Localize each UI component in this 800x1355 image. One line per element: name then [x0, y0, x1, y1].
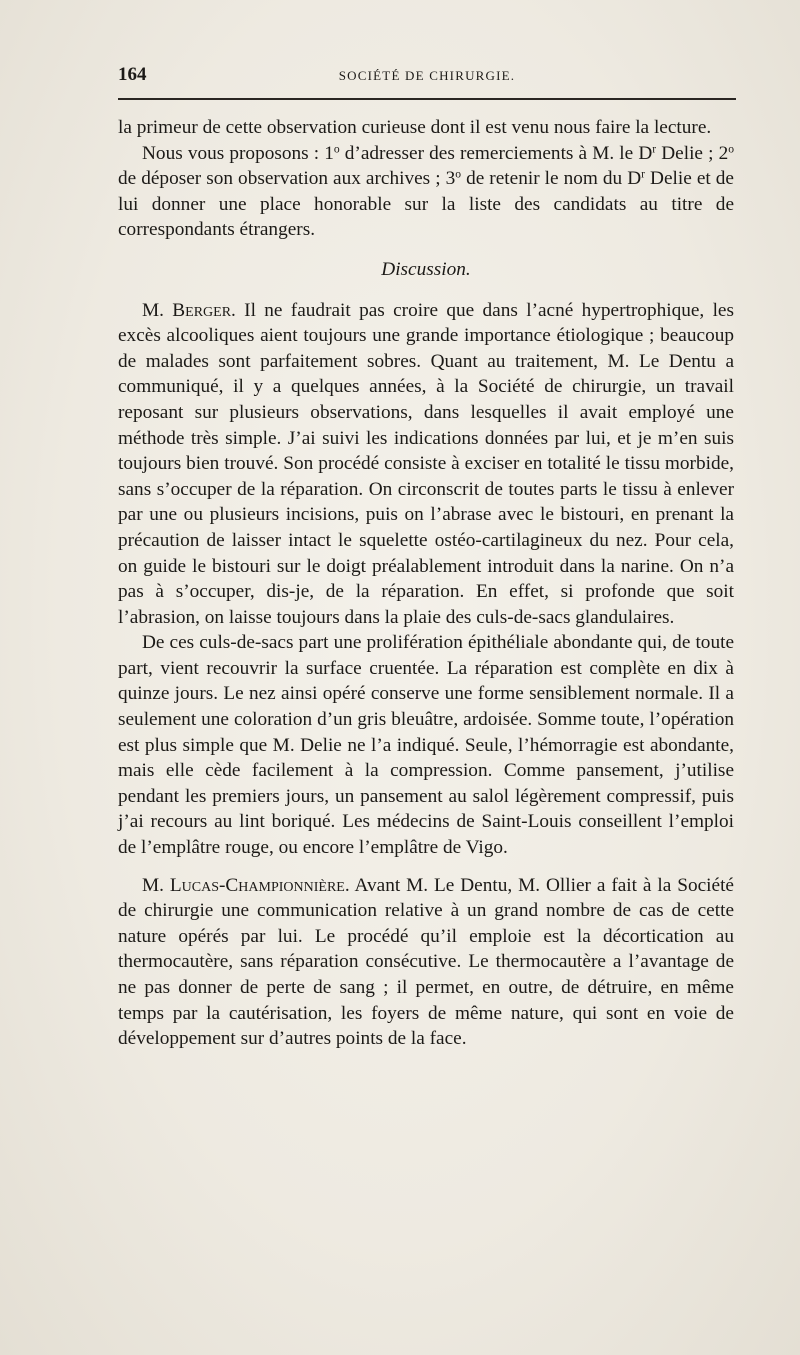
paragraph-berger — [118, 298, 734, 631]
page-number: 164 — [118, 64, 147, 85]
paragraph-lucas-championniere — [118, 873, 734, 1052]
header-rule — [118, 98, 736, 100]
paragraph-continuation: la primeur de cette observation curieuse dont il est venu nous faire la lecture. — [118, 117, 712, 138]
running-title: SOCIÉTÉ DE CHIRURGIE. — [338, 68, 516, 83]
paragraph-proposals — [118, 141, 734, 243]
page-body — [118, 115, 734, 1052]
superscript: r — [652, 142, 657, 156]
speaker-name: M. Berger. — [142, 299, 236, 321]
superscript: o — [728, 142, 735, 156]
page-header — [118, 64, 736, 88]
paragraph-proliferation: De ces culs-de-sacs part une prolifération épithéliale abondante qui, de toute part, vient recouvrir la surface cruentée. La réparation est complète en dix à quinze jours. Le nez ainsi opéré conserve une forme sensiblement normale. Il a seulement une coloration d’un gris bleuâtre, ardoisée. Somme toute, l’opération est plus simple que M. Delie ne l’a indiqué. Seule, l’hémorragie est abondante, mais elle cède facilement à la compression. Comme pansement, j’utilise pendant les premiers jours, un pansement au salol légèrement compressif, puis j’ai recours au lint boriqué. Les médecins de Saint-Louis conseillent l’emploi de l’emplâtre rouge, ou encore l’emplâtre de Vigo. — [118, 632, 734, 859]
text-run: Il ne faudrait pas croire que dans l’acné hypertrophique, les excès alcooliques aient toujours une grande importance étiologique ; beaucoup de malades sont parfaitement sobres. Quant au traitement, M. Le Dentu a communiqué, il y a quelques années, à la Société de chirurgie, un travail reposant sur plusieurs observations, dans lesquelles il avait employé une méthode très simple. J’ai suivi les indications données par lui, et je m’en suis toujours bien trouvé. Son procédé consiste à exciser en totalité le tissu morbide, sans s’occuper de la réparation. On circonscrit de toutes parts le tissu à enlever par une ou plusieurs incisions, puis on l’abrase avec le bistouri, en prenant la précaution de laisser intact le squelette ostéo-cartilagineux du nez. Pour cela, on guide le bistouri sur le doigt préalablement introduit dans la narine. On n’a pas à s’occuper, dis-je, de la réparation. En effet, si profonde que soit l’abrasion, on laisse toujours dans la plaie des culs-de-sacs glandulaires. — [118, 299, 734, 628]
superscript: r — [641, 167, 646, 181]
text-run: de déposer son observation aux archives ; 3 — [118, 168, 456, 190]
text-run: Delie et de lui donner une place honorable sur la liste des candidats au titre de correspondants étrangers. — [118, 168, 734, 241]
section-heading: Discussion. — [381, 258, 471, 280]
text-run: d’adresser des remerciements à M. le D — [339, 142, 653, 164]
text-run: Avant M. Le Dentu, M. Ollier a fait à la Société de chirurgie une communication relative à un grand nombre de cas de cette nature opérés par lui. Le procédé qu’il emploie est la décortication au thermocautère, sans réparation consécutive. Le thermocautère a l’avantage de ne pas donner de perte de sang ; il permet, en outre, de détruire, en même temps par la cautérisation, les foyers de même nature, qui sont en voie de développement sur d’autres points de la face. — [118, 874, 734, 1050]
speaker-name: M. Lucas-Championnière. — [142, 874, 350, 896]
text-run: Nous vous proposons : 1 — [142, 142, 334, 164]
text-run: Delie ; 2 — [656, 142, 729, 164]
superscript: o — [333, 142, 340, 156]
superscript: o — [455, 167, 462, 181]
text-run: de retenir le nom du D — [461, 168, 642, 190]
